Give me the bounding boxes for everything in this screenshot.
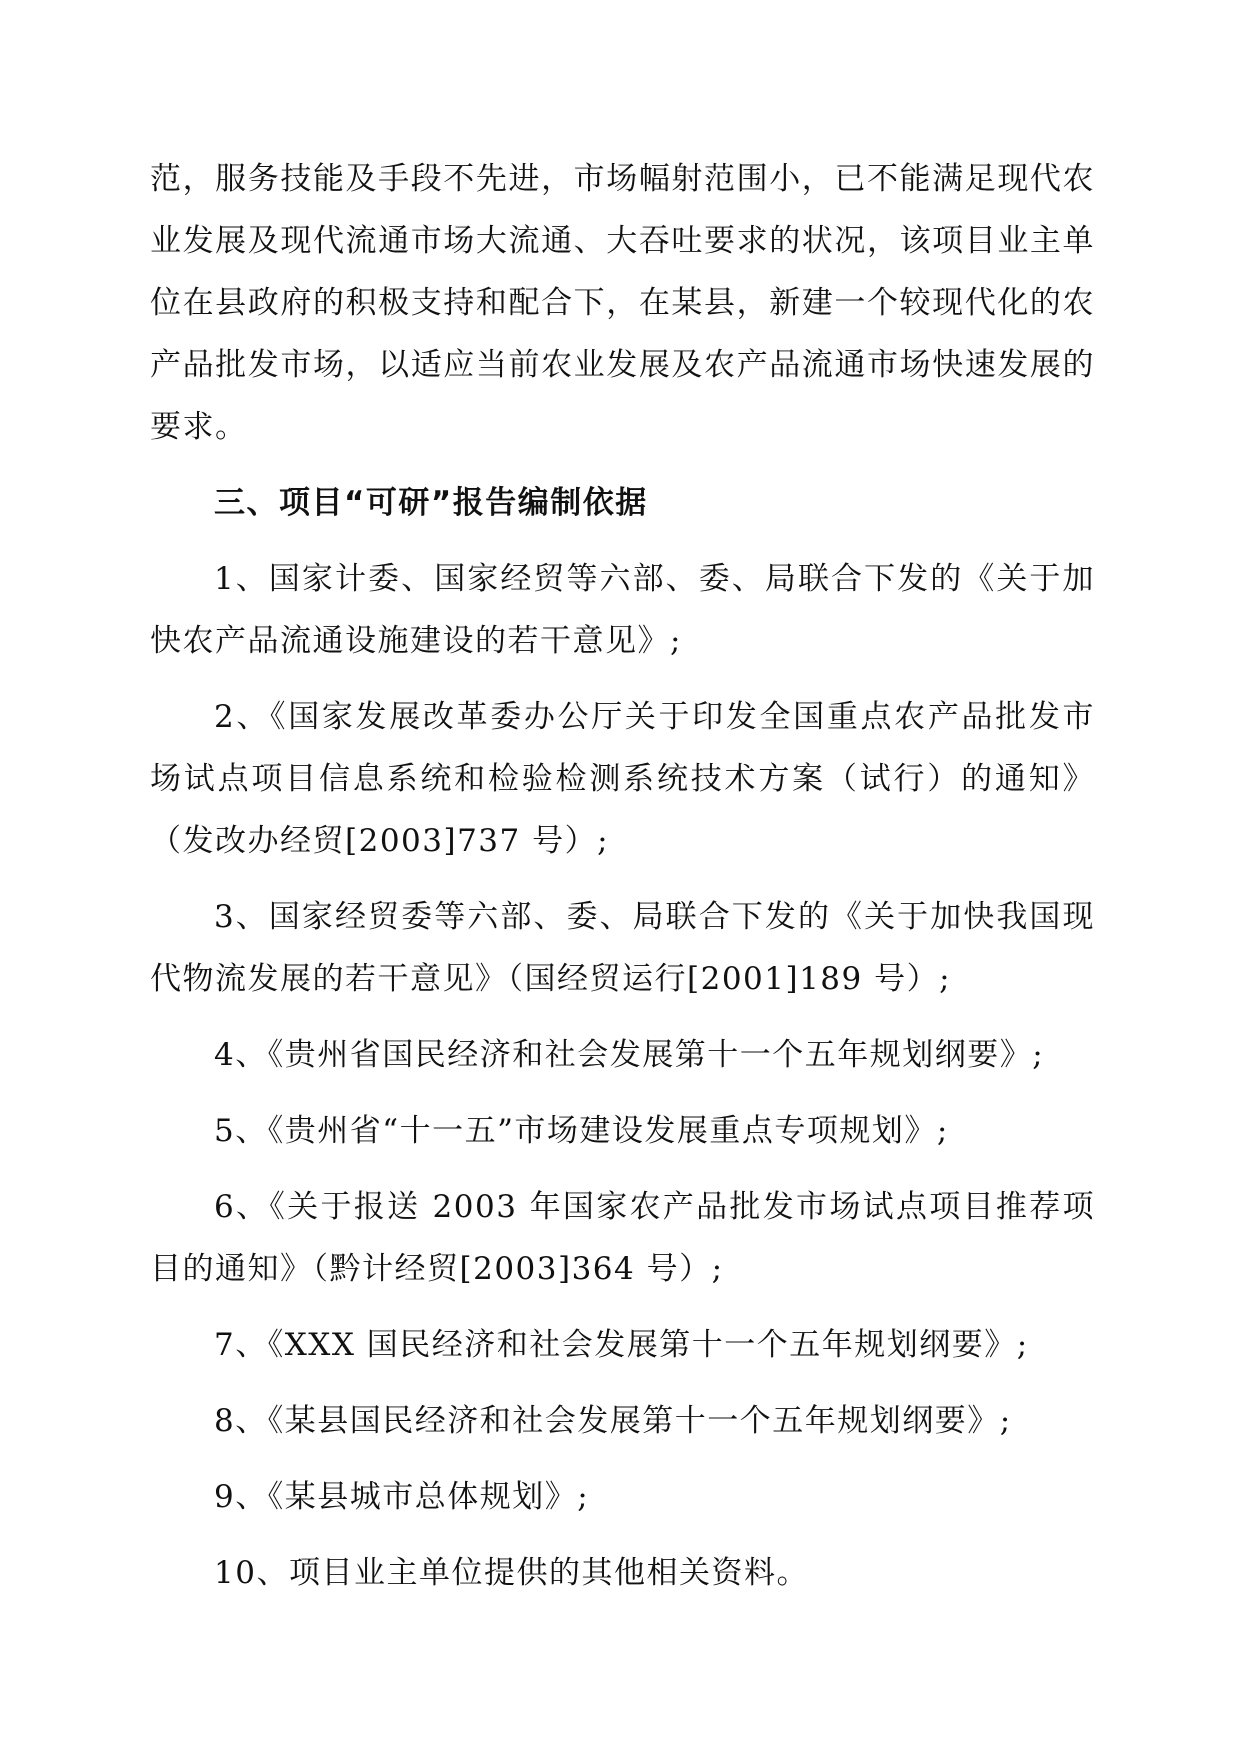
basis-item-7: 7、《XXX 国民经济和社会发展第十一个五年规划纲要》; bbox=[214, 1327, 1029, 1363]
basis-item-5: 5、《贵州省“十一五”市场建设发展重点专项规划》; bbox=[214, 1113, 949, 1149]
basis-item-6: 6、《关于报送 2003 年国家农产品批发市场试点项目推荐项目的通知》（黔计经贸[2003]364 号）; bbox=[150, 1189, 1095, 1287]
basis-item-3: 3、国家经贸委等六部、委、局联合下发的《关于加快我国现代物流发展的若干意见》（国经贸运行[2001]189 号）; bbox=[150, 899, 1095, 997]
basis-item-9: 9、《某县城市总体规划》; bbox=[214, 1479, 590, 1515]
basis-item-2: 2、《国家发展改革委办公厅关于印发全国重点农产品批发市场试点项目信息系统和检验检测系统技术方案（试行）的通知》（发改办经贸[2003]737 号）; bbox=[150, 699, 1095, 859]
document-body bbox=[150, 148, 1095, 1618]
intro-paragraph: 范，服务技能及手段不先进，市场幅射范围小，已不能满足现代农业发展及现代流通市场大流通、大吞吐要求的状况，该项目业主单位在县政府的积极支持和配合下，在某县，新建一个较现代化的农产品批发市场，以适应当前农业发展及农产品流通市场快速发展的要求。 bbox=[150, 161, 1095, 445]
basis-item-1: 1、国家计委、国家经贸等六部、委、局联合下发的《关于加快农产品流通设施建设的若干意见》; bbox=[150, 561, 1095, 659]
basis-item-4: 4、《贵州省国民经济和社会发展第十一个五年规划纲要》; bbox=[214, 1037, 1045, 1073]
basis-item-10: 10、项目业主单位提供的其他相关资料。 bbox=[214, 1555, 809, 1591]
basis-item-8: 8、《某县国民经济和社会发展第十一个五年规划纲要》; bbox=[214, 1403, 1012, 1439]
section-heading: 三、项目“可研”报告编制依据 bbox=[214, 485, 648, 521]
